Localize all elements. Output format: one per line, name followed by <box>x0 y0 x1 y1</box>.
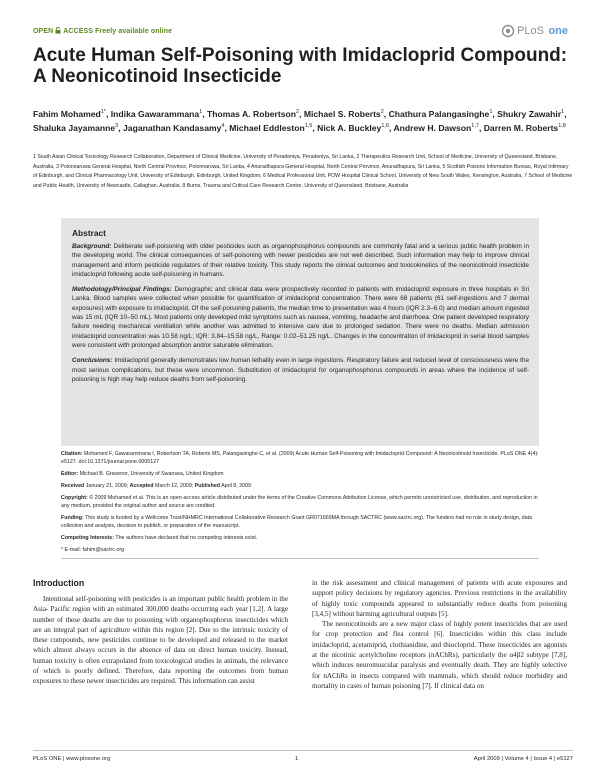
abstract-heading: Abstract <box>72 228 106 238</box>
author-affiliation-marker: 1 <box>199 109 203 116</box>
author-name: Michael Eddleston <box>229 123 305 133</box>
abstract-conclusions: Conclusions: Imidacloprid generally demonstrates low human lethality even in large ingestions. Respiratory failure and reduced level of consciousness were the most serious complications, but these were uncommon. Substitution of imidacloprid for organophosphorus compounds in areas where the incidence of self-poisoning is high may help reduce deaths from self-poisoning. <box>72 357 529 383</box>
author-affiliation-marker: 1,7 <box>471 123 479 130</box>
page-number: 1 <box>295 756 299 762</box>
open-access-badge: OPEN ACCESS Freely available online <box>33 28 173 35</box>
author-name: Thomas A. Robertson <box>207 109 296 119</box>
divider <box>61 558 539 559</box>
author-name: Fahim Mohamed <box>33 109 101 119</box>
footer-issue: April 2009 | Volume 4 | Issue 4 | e5127 <box>473 756 573 762</box>
editor: Editor: Michael B. Gravenor, University of Swansea, United Kingdom <box>61 471 224 477</box>
email: * E-mail: fahim@sactrc.org <box>61 547 125 553</box>
left-column <box>33 578 288 687</box>
copyright: Copyright: © 2009 Mohamed et al. This is an open-access article distributed under the terms of the Creative Commons Attribution License, which permits unrestricted use, distribution, and reproduction in any medium, provided the original author and source are credited. <box>61 495 538 509</box>
funding: Funding: This study is funded by a Wellcome Trust/NHMRC International Collaborative Research Grant GR071669MA through SACTRC (www.sactrc.org). The funders had no role in study design, data collection and analysis, decision to publish, or preparation of the manuscript. <box>61 515 533 529</box>
author-affiliation-marker: 1,5 <box>304 123 313 130</box>
author-name: Michael S. Roberts <box>303 109 381 119</box>
author-affiliation-marker: 1* <box>100 109 107 116</box>
author-affiliation-marker: 1,8 <box>558 123 566 130</box>
competing-interests: Competing Interests: The authors have declared that no competing interests exist. <box>61 535 258 541</box>
author-name: Indika Gawarammana <box>110 109 200 119</box>
author-affiliation-marker: 1 <box>561 109 565 116</box>
citation: Citation: Mohamed F, Gawarammana I, Robertson TA, Roberts MS, Palangasinghe C, et al. (2009) Acute Human Self-Poisoning with Imidacloprid Compound: A Neonicotinoid Insecticide. PLoS ONE 4(4): e5127. doi:10.1371/journal.pone.0005127 <box>61 451 539 465</box>
right-column <box>312 578 567 691</box>
introduction-heading: Introduction <box>33 578 85 588</box>
footer-divider <box>33 750 573 751</box>
left-paragraph: Intentional self-poisoning with pesticides is an important public health problem in the Asia- Pacific region with an estimated 300,000 deaths occurring each year [1,2]. A large number of these deaths are due to poisoning with organophosphorus insecticides which are an integral part of agriculture within this region [2]. Due to the intrinsic toxicity of these compounds, new pesticides continue to be developed and released to the market which almost always occurs in the absence of data on direct human toxicity. Instead, human toxicity is often extrapolated from toxicological studies in animals, the relevance of which is poorly defined. Therefore, data reporting the outcomes from human exposures to these newer insecticides are required. This information can assist <box>33 595 288 686</box>
abstract-methods: Methodology/Principal Findings: Demographic and clinical data were prospectively recorded in patients with imidacloprid exposure in three hospitals in Sri Lanka. Blood samples were collected when possible for quantification of imidacloprid concentration. There were 68 patients (61 self-ingestions and 7 dermal exposures) with exposure to imidacloprid. Of the self-poisoning patients, the median time to presentation was 4 hours (IQR 2.3–6.0) and median amount ingested was 15 mL (IQR 10–50 mL). Most patients only developed mild symptoms such as nausea, vomiting, headache and diarrhoea. One patient developed respiratory failure needing mechanical ventilation while another was admitted to intensive care due to prolonged sedation. There were no deaths. Median admission imidacloprid concentration was 10.58 ng/L; IQR: 3.84–15.58 ng/L, Range: 0.02–51.25 ng/L. Changes in the concentration of imidacloprid in serial blood samples were consistent with prolonged absorption and/or saturable elimination. <box>72 286 529 349</box>
author-affiliation-marker: 1 <box>489 109 493 116</box>
open-lock-icon <box>55 27 61 34</box>
author-affiliation-marker: 3 <box>115 123 119 130</box>
author-name: Andrew H. Dawson <box>393 123 472 133</box>
right-paragraph-1: in the risk assessment and clinical management of patients with acute exposures and support policy decisions by regulatory agencies. Previous restrictions in the availability of highly toxic compounds appeared to substantially reduce deaths from poisoning [3,4,5] without harming agricultural outputs [5]. <box>312 579 567 618</box>
author-affiliation-marker: 4 <box>221 123 225 130</box>
abstract-box <box>61 218 539 446</box>
author-list: Fahim Mohamed$^{1*}$, Indika Gawarammana$^1$, Thomas A. Robertson$^2$, Michael S. Roberts$^2$, Chathura Palangasinghe$^1$, Shukry Zawahir$^1$, Shaluka Jayamanne$^3$, Jaganathan Kandasamy$^4$, Michael Eddleston$^{1,5}$, Nick A. Buckley$^{1,6}$, Andrew H. Dawson$^{1,7}$, Darren M. Roberts$^{1,8}$ <box>33 109 567 133</box>
footer-journal: PLoS ONE | www.plosone.org <box>33 756 111 762</box>
author-affiliation-marker: 1,6 <box>381 123 389 130</box>
plos-one-logo: PLoS one <box>501 21 568 39</box>
author-name: Shaluka Jayamanne <box>33 123 116 133</box>
article-metadata <box>61 450 539 559</box>
abstract-background: Background: Deliberate self-poisoning with older pesticides such as organophosphorus compounds are commonly fatal and a serious public health problem in the developing world. The clinical consequences of self-poisoning with newer pesticides are not well described. Such information may help to improve clinical management and inform pesticide regulators of their relative toxicity. This study reports the clinical outcomes and toxicokinetics of the neonicotinoid insecticide imidacloprid following acute self-poisoning in humans. <box>72 243 530 278</box>
free-available-label: Freely available online <box>95 28 173 35</box>
right-paragraph-2: The neonicotinoids are a new major class of highly potent insecticides that are used for crop protection and flea control [6]. Insecticides within this class include imidacloprid, acetamiprid, clothianidine, and thiocloprid. These insecticides are agonists at the nicotinic acetylcholine receptors (nAChRs), particularly the α4β2 subtype [7,8], which induces neuromuscular paralysis and eventually death. They are highly selective for nAChRs in insects compared with mammals, which should reduce morbidity and mortality in cases of human poisoning [7]. If clinical data on <box>312 620 567 690</box>
author-affiliation-marker: 2 <box>295 109 300 116</box>
affiliations: 1 South Asian Clinical Toxicology Research Collaboration, Department of Clinical Medicine, University of Peradeniya, Peradeniya, Sri Lanka, 2 Therapeutics Research Unit, School of Medicine, University of Queensland, Brisbane, Australia, 3 Polonnaruwa General Hospital, North Central Province, Polonnaruwa, Sri Lanka, 4 Anuradhapura General Hospital, North Central Province, Anuradhapura, Sri Lanka, 5 Scottish Poisons Information Bureau, Royal Infirmary of Edinburgh, and Clinical Pharmacology Unit, University of Edinburgh, Edinburgh, United Kingdom, 6 Medical Professorial Unit, POW Hospital Clinical School, University of New South Wales, Kensington, Australia, 7 School of Medicine and Public Health, University of Newcastle, Callaghan, Australia, 8 Burns, Trauma and Critical Care Research Centre, University of Queensland, Brisbane, Australia <box>33 154 573 189</box>
plos-logo-icon <box>501 24 515 38</box>
author-name: Nick A. Buckley <box>317 123 382 133</box>
author-name: Darren M. Roberts <box>483 123 559 133</box>
dates: Received January 21, 2009; Accepted March 12, 2009; Published April 8, 2009 <box>61 483 251 489</box>
author-name: Chathura Palangasinghe <box>388 109 490 119</box>
author-affiliation-marker: 2 <box>380 109 384 116</box>
author-name: Jaganathan Kandasamy <box>123 123 222 133</box>
article-title: Acute Human Self-Poisoning with Imidacloprid Compound: A Neonicotinoid Insecticide <box>33 45 568 87</box>
author-name: Shukry Zawahir <box>497 109 562 119</box>
